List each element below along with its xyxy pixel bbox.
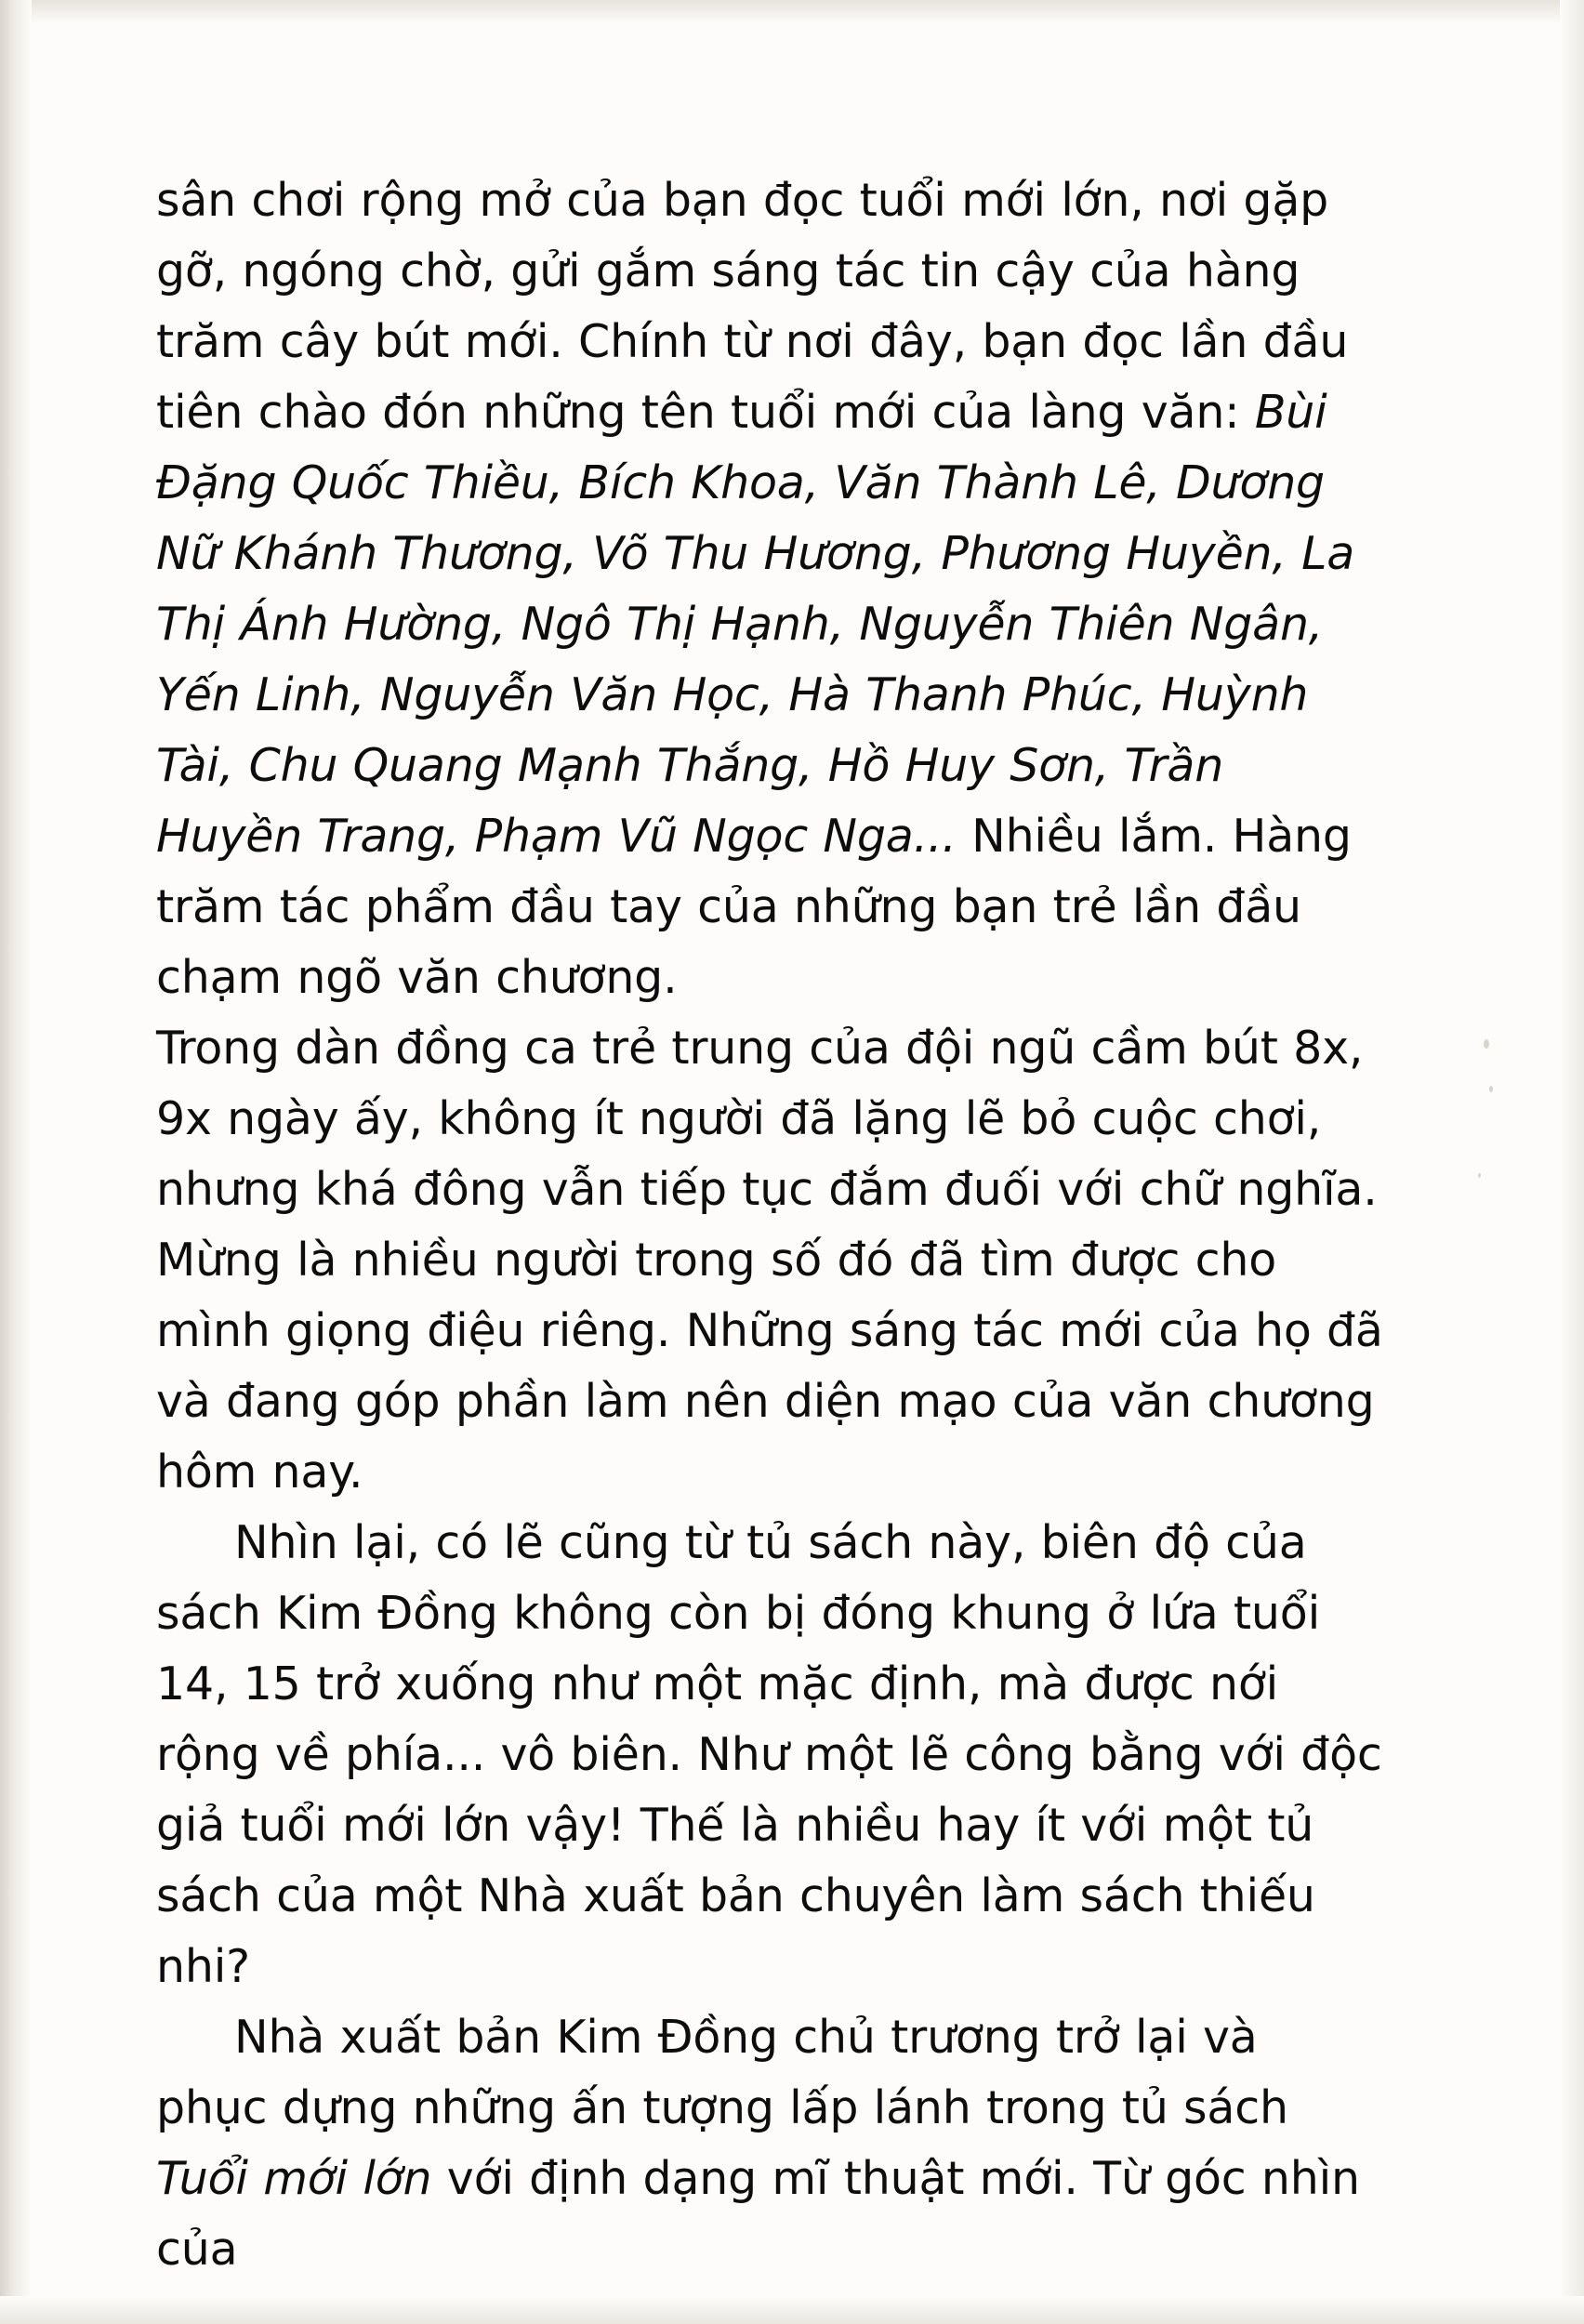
paragraph-para-4: [156, 2002, 1383, 2285]
paragraph-para-2: [156, 1013, 1383, 1508]
text-run: Nhà xuất bản Kim Đồng chủ trương trở lại và phục dựng những ấn tượng lấp lánh trong tủ sách: [156, 2011, 1288, 2134]
text-run: Nhiều lắm. Hàng trăm tác phẩm đầu tay của những bạn trẻ lần đầu chạm ngõ văn chương.: [156, 810, 1352, 1004]
italic-text-run: Bùi Đặng Quốc Thiều, Bích Khoa, Văn Thành Lê, Dương Nữ Khánh Thương, Võ Thu Hương, Phương Huyền, La Thị Ánh Hường, Ngô Thị Hạnh, Nguyễn Thiên Ngân, Yến Linh, Nguyễn Văn Học, Hà Thanh Phúc, Huỳnh Tài, Chu Quang Mạnh Thắng, Hồ Huy Sơn, Trần Huyền Trang, Phạm Vũ Ngọc Nga...: [156, 386, 1355, 863]
scan-speck: [1484, 1039, 1489, 1049]
text-run: Nhìn lại, có lẽ cũng từ tủ sách này, biên độ của sách Kim Đồng không còn bị đóng khung ở lứa tuổi 14, 15 trở xuống như một mặc định, mà được nới rộng về phía... vô biên. Như một lẽ công bằng với độc giả tuổi mới lớn vậy! Thế là nhiều hay ít với một tủ sách của một Nhà xuất bản chuyên làm sách thiếu nhi?: [156, 1516, 1382, 1993]
text-run: sân chơi rộng mở của bạn đọc tuổi mới lớn, nơi gặp gỡ, ngóng chờ, gửi gắm sáng tác tin cậy của hàng trăm cây bút mới. Chính từ nơi đây, bạn đọc lần đầu tiên chào đón những tên tuổi mới của làng văn:: [156, 174, 1349, 439]
page-edge-left-shadow: [0, 0, 32, 2324]
page-edge-top-shadow: [0, 0, 1584, 24]
page-edge-right-shadow: [1560, 0, 1584, 2324]
text-run: với định dạng mĩ thuật mới. Từ góc nhìn của: [156, 2152, 1360, 2276]
italic-text-run: Tuổi mới lớn: [156, 2152, 432, 2205]
page-text-body: [156, 165, 1383, 2285]
page-edge-bottom-shadow: [0, 2296, 1584, 2324]
text-run: Trong dàn đồng ca trẻ trung của đội ngũ cầm bút 8x, 9x ngày ấy, không ít người đã lặng lẽ bỏ cuộc chơi, nhưng khá đông vẫn tiếp tục đắm đuối với chữ nghĩa. Mừng là nhiều người trong số đó đã tìm được cho mình giọng điệu riêng. Những sáng tác mới của họ đã và đang góp phần làm nên diện mạo của văn chương hôm nay.: [156, 1022, 1383, 1499]
scan-speck: [1489, 1086, 1493, 1092]
paragraph-para-1: [156, 165, 1383, 1013]
paragraph-para-3: [156, 1508, 1383, 2002]
scan-speck: [1478, 1173, 1481, 1178]
